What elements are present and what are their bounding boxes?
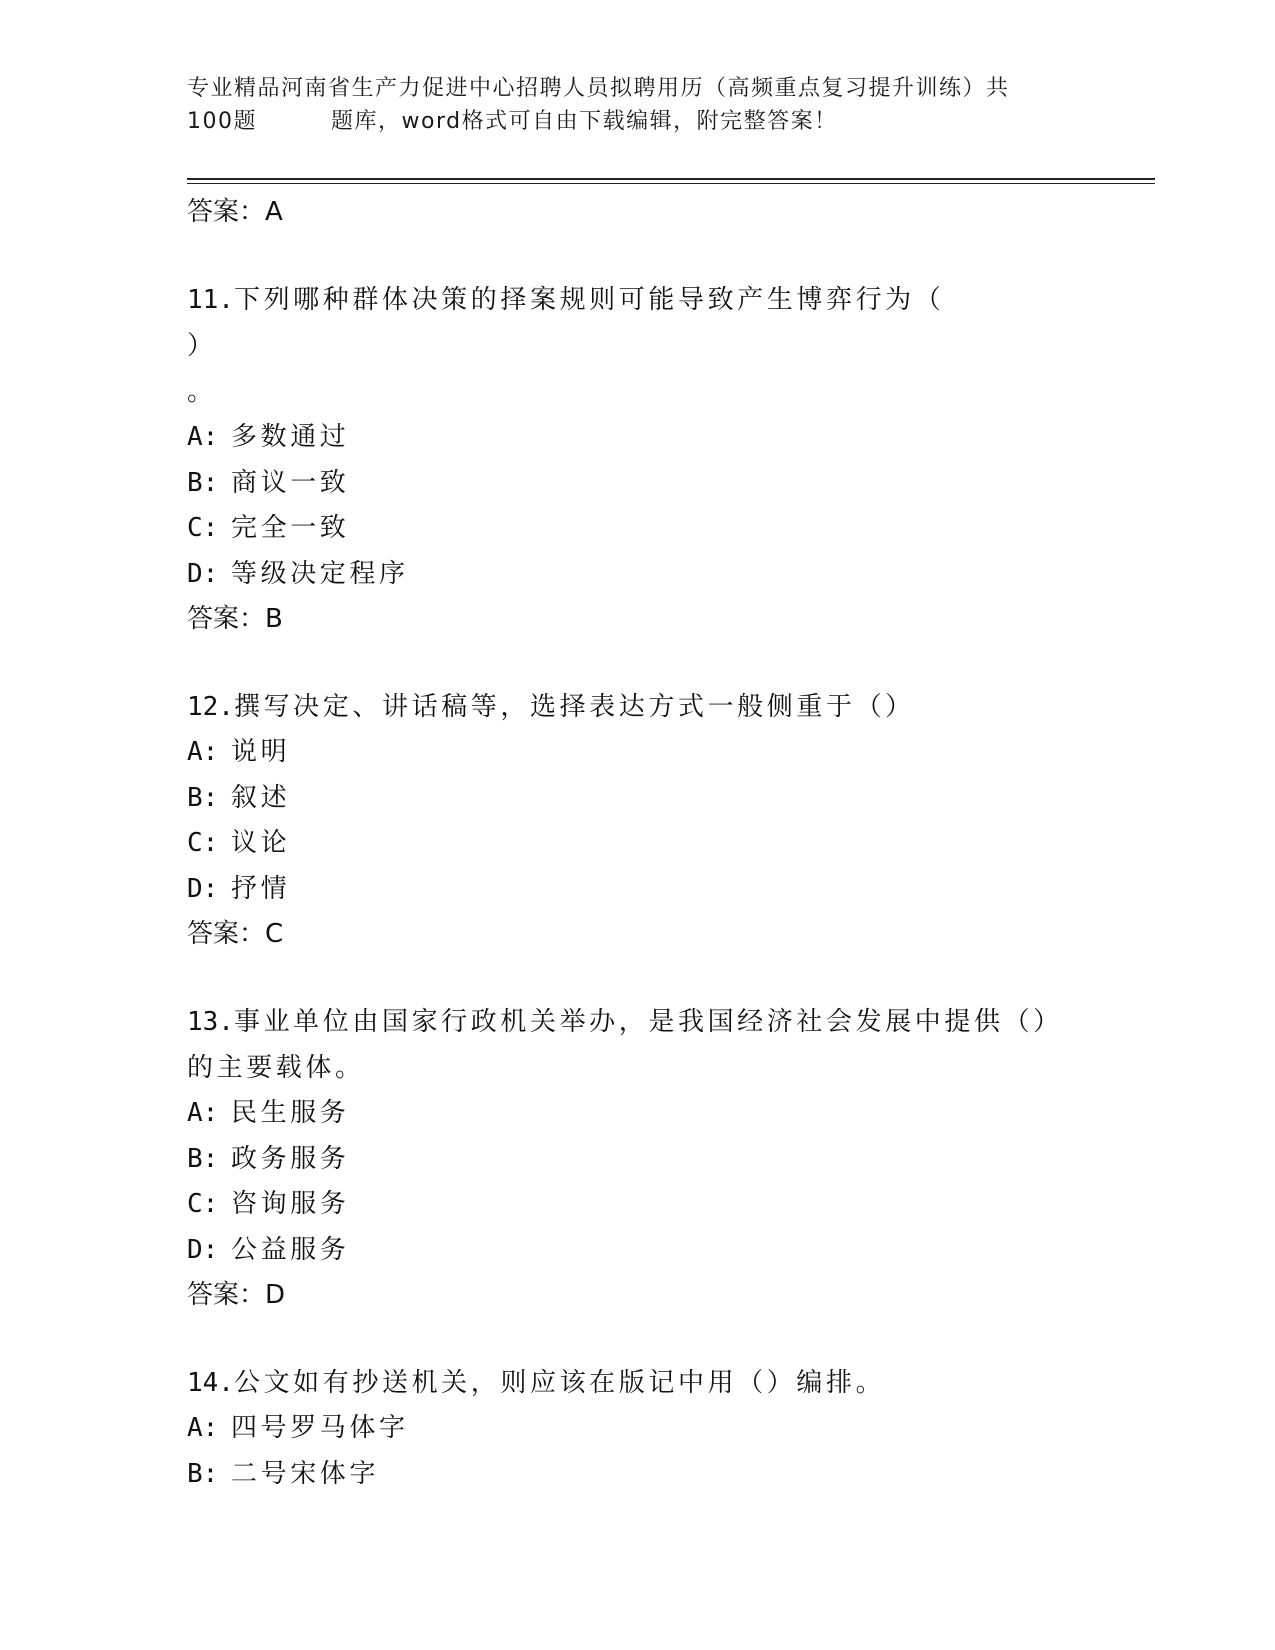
question-14-text: 14.公文如有抄送机关，则应该在版记中用（）编排。	[187, 1368, 886, 1398]
option-a: A: 四号罗马体字	[187, 1413, 409, 1443]
header-description: 题库，word格式可自由下载编辑，附完整答案！	[331, 109, 838, 134]
header-line-2	[187, 105, 1087, 138]
option-c: C: 完全一致	[187, 513, 350, 543]
question-11	[187, 277, 1087, 641]
question-number: 12.	[187, 692, 234, 722]
option-c: C: 议论	[187, 828, 291, 858]
answer-11: 答案：B	[187, 604, 283, 634]
header-divider-thin	[187, 183, 1155, 184]
answer-13: 答案：D	[187, 1280, 286, 1310]
question-11-text: 11.下列哪种群体决策的择案规则可能导致产生博弈行为（） 。	[187, 285, 945, 407]
option-a: A: 说明	[187, 737, 291, 767]
option-b: B: 政务服务	[187, 1143, 350, 1174]
option-a: A: 民生服务	[187, 1098, 350, 1128]
header-count: 100题	[187, 109, 257, 134]
option-d: D: 抒情	[187, 873, 291, 904]
question-14	[187, 1360, 1087, 1497]
header-divider-thick	[187, 178, 1155, 180]
option-d: D: 等级决定程序	[187, 558, 409, 589]
question-12-text: 12.撰写决定、讲话稿等，选择表达方式一般侧重于（）	[187, 692, 915, 722]
answer-previous: 答案：A	[187, 197, 283, 227]
option-b: B: 二号宋体字	[187, 1458, 380, 1489]
question-number: 14.	[187, 1368, 234, 1398]
option-d: D: 公益服务	[187, 1234, 350, 1265]
question-12	[187, 684, 1087, 956]
answer-12: 答案：C	[187, 919, 284, 949]
question-13	[187, 999, 1087, 1317]
question-number: 11.	[187, 285, 234, 315]
page-header	[187, 72, 1087, 138]
option-a: A: 多数通过	[187, 422, 350, 452]
option-c: C: 咨询服务	[187, 1189, 350, 1219]
question-13-text: 13.事业单位由国家行政机关举办，是我国经济社会发展中提供（）的主要载体。	[187, 1007, 1063, 1083]
question-list	[187, 190, 1087, 1497]
option-b: B: 叙述	[187, 782, 291, 813]
option-b: B: 商议一致	[187, 467, 350, 498]
header-line-1: 专业精品河南省生产力促进中心招聘人员拟聘用历（高频重点复习提升训练）共	[187, 76, 1010, 101]
question-number: 13.	[187, 1007, 234, 1037]
